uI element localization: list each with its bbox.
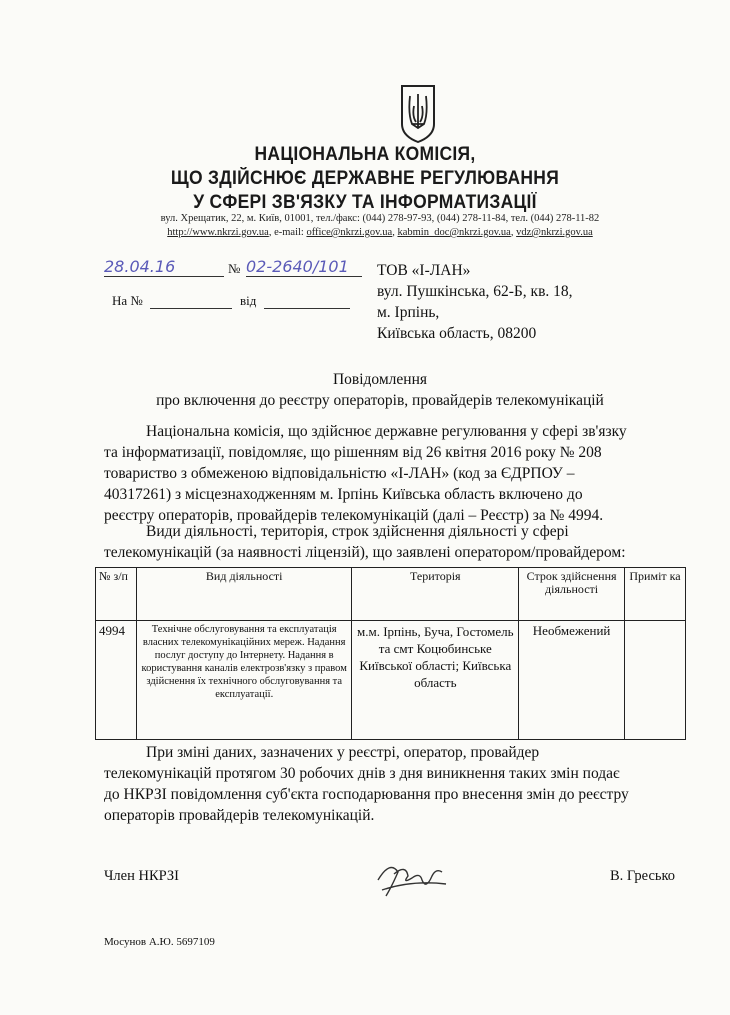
paragraph-line: Види діяльності, територія, строк здійснення діяльності у сфері [146,523,569,540]
header-num: № з/п [96,568,137,621]
email-link-office[interactable]: office@nkrzi.gov.ua [306,227,393,238]
header-term: Строк здійснення діяльності [519,568,625,621]
paragraph-line: до НКРЗІ повідомлення суб'єкта господарювання про внесення змін до реєстру [104,786,629,803]
email-link-kabmin[interactable]: kabmin_doc@nkrzi.gov.ua [397,227,511,238]
from-label: від [240,293,257,308]
paragraph-line: операторів провайдерів телекомунікацій. [104,807,375,824]
recipient-line: вул. Пушкінська, 62-Б, кв. 18, [377,283,573,300]
cell-term: Необмежений [519,621,625,740]
recipient-line: Київська область, 08200 [377,325,537,342]
cell-activity: Технічне обслуговування та експлуатація власних телекомунікаційних мереж. Надання послуг доступу до Інтернету. Надання в користування каналів електрозв'язку з правом здійснення їх технічного обслуговування та експлуатації. [136,621,352,740]
outgoing-date: 28.04.16 [104,257,176,276]
contact-block: вул. Хрещатик, 22, м. Київ, 01001, тел./факс: (044) 278-97-93, (044) 278-11-84, тел. (044) 278-11-82 http://www.nkrzi.gov.ua, e-mail: office@nkrzi.gov.ua, kabmin_doc@nkrzi.gov.ua, vdz@nkrzi.gov.ua [0,212,730,240]
paragraph-line: та інформатизації, повідомляє, що рішенням від 26 квітня 2016 року № 208 [104,444,602,461]
paragraph-line: 40317261) з місцезнаходженням м. Ірпінь Київська область включено до [104,486,583,503]
recipient-line: м. Ірпінь, [377,304,440,321]
body-paragraph-3 [104,742,680,826]
registry-table [95,567,686,740]
paragraph-line: товариство з обмеженою відповідальністю «І-ЛАН» (код за ЄДРПОУ – [104,465,575,482]
handwritten-signature [372,850,452,906]
outgoing-date-field [104,257,224,277]
notice-title: Повідомлення [332,371,428,388]
header-note: Приміт ка [625,568,686,621]
signatory-name: В. Гресько [610,868,676,884]
title-line-2: ЩО ЗДІЙСНЮЄ ДЕРЖАВНЕ РЕГУЛЮВАННЯ [170,168,560,189]
in-reply-date-line [264,293,350,309]
notice-subtitle: про включення до реєстру операторів, провайдерів телекомунікацій [156,392,604,409]
paragraph-line: При зміні даних, зазначених у реєстрі, оператор, провайдер [146,744,540,761]
recipient-line: ТОВ «І-ЛАН» [377,262,471,279]
paragraph-line: телекомунікацій (за наявності ліцензій), що заявлені оператором/провайдером: [104,544,626,561]
institution-title [0,143,730,215]
cell-territory: м.м. Ірпінь, Буча, Гостомель та смт Коцюбинське Київської області; Київська область [352,621,519,740]
body-paragraph-1 [104,421,680,526]
paragraph-line: Національна комісія, що здійснює державне регулювання у сфері зв'язку [146,423,627,440]
in-reply-number-line [150,293,232,309]
number-label: № [228,261,241,276]
outgoing-number-field [246,257,362,277]
signatory-position: Член НКРЗІ [104,868,179,884]
executor-info: Мосунов А.Ю. 5697109 [104,936,215,948]
outgoing-number: 02-2640/101 [246,257,349,276]
table-header-row [96,568,686,621]
table-row [96,621,686,740]
recipient-address [377,260,573,344]
in-reply-label: На № [112,293,143,308]
header-activity: Вид діяльності [136,568,352,621]
email-label: , e-mail: [268,227,304,238]
cell-note [625,621,686,740]
paragraph-line: реєстру операторів, провайдерів телекомунікацій (далі – Реєстр) за № 4994. [104,507,604,524]
email-link-vdz[interactable]: vdz@nkrzi.gov.ua [516,227,593,238]
website-link[interactable]: http://www.nkrzi.gov.ua [167,227,269,238]
body-paragraph-2 [104,521,680,563]
cell-num: 4994 [96,621,137,740]
header-territory: Територія [352,568,519,621]
paragraph-line: телекомунікацій протягом 30 робочих днів з дня виникнення таких змін подає [104,765,620,782]
contact-address: вул. Хрещатик, 22, м. Київ, 01001, тел./факс: (044) 278-97-93, (044) 278-11-84, тел. (044) 278-11-82 [160,213,600,224]
coat-of-arms-icon [400,84,436,144]
title-line-3: У СФЕРІ ЗВ'ЯЗКУ ТА ІНФОРМАТИЗАЦІЇ [193,192,537,213]
title-line-1: НАЦІОНАЛЬНА КОМІСІЯ, [254,144,476,165]
